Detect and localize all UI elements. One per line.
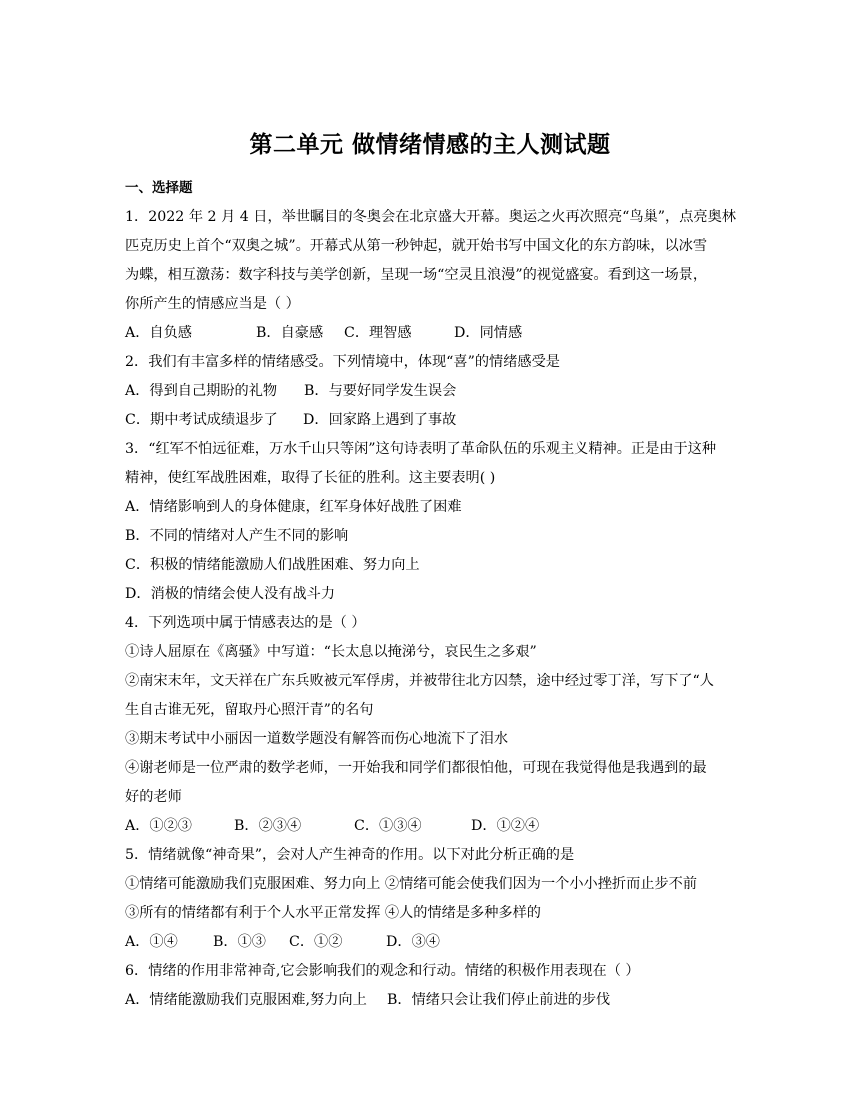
question-1-line: 你所产生的情感应当是（ ） [125, 296, 300, 312]
option-c: C．①② [289, 934, 343, 950]
question-1-line: 1．2022 年 2 月 4 日，举世瞩目的冬奥会在北京盛大开幕。奥运之火再次照亮“鸟巢”，点亮奥林 [125, 209, 736, 225]
option-b: B．不同的情绪对人产生不同的影响 [125, 528, 349, 544]
section-heading: 一、选择题 [125, 180, 193, 196]
option-a: A．得到自己期盼的礼物 [125, 383, 278, 399]
question-4-stem: 4．下列选项中属于情感表达的是（ ） [125, 615, 366, 631]
question-5-item: ③所有的情绪都有利于个人水平正常发挥 ④人的情绪是多种多样的 [125, 905, 541, 921]
question-4-item: ③期末考试中小丽因一道数学题没有解答而伤心地流下了泪水 [125, 731, 509, 747]
question-4-options [125, 816, 745, 836]
question-5-stem: 5．情绪就像“神奇果”，会对人产生神奇的作用。以下对此分析正确的是 [125, 847, 575, 863]
option-c: C．期中考试成绩退步了 [125, 412, 278, 428]
option-b: B．自豪感 [256, 325, 324, 341]
question-2-stem: 2．我们有丰富多样的情绪感受。下列情境中，体现“喜”的情绪感受是 [125, 354, 560, 370]
question-1-line: 匹克历史上首个“双奥之城”。开幕式从第一秒钟起，就开始书写中国文化的东方韵味，以冰雪 [125, 238, 708, 254]
option-b: B．②③④ [234, 818, 302, 834]
question-1-options [125, 323, 745, 343]
option-c: C．理智感 [344, 325, 412, 341]
option-a: A．情绪影响到人的身体健康，红军身体好战胜了困难 [125, 499, 462, 515]
option-d: D．③④ [386, 934, 440, 950]
question-5-options [125, 932, 745, 952]
option-d: D．①②④ [471, 818, 540, 834]
question-2-options [125, 410, 745, 430]
option-d: D．同情感 [454, 325, 523, 341]
question-1-line: 为蝶，相互激荡：数字科技与美学创新，呈现一场“空灵且浪漫”的视觉盛宴。看到这一场景， [125, 267, 708, 283]
question-4-item: 好的老师 [125, 789, 182, 805]
question-3-line: 精神，使红军战胜困难，取得了长征的胜利。这主要表明( ) [125, 470, 496, 486]
question-6-stem: 6．情绪的作用非常神奇,它会影响我们的观念和行动。情绪的积极作用表现在（ ） [125, 963, 640, 979]
option-b: B．与要好同学发生误会 [304, 383, 457, 399]
question-3-line: 3．“红军不怕远征难，万水千山只等闲”这句诗表明了革命队伍的乐观主义精神。正是由于这种 [125, 441, 717, 457]
option-d: D．回家路上遇到了事故 [303, 412, 457, 428]
question-2-options [125, 381, 745, 401]
question-4-item: 生自古谁无死，留取丹心照汗青”的名句 [125, 702, 374, 718]
question-4-item: ①诗人屈原在《离骚》中写道：“长太息以掩涕兮，哀民生之多艰” [125, 644, 537, 660]
option-c: C．①③④ [354, 818, 422, 834]
option-a: A．情绪能激励我们克服困难,努力向上 [125, 992, 367, 1008]
option-a: A．自负感 [125, 325, 192, 341]
page-title: 第二单元 做情绪情感的主人测试题 [249, 132, 611, 158]
question-4-item: ④谢老师是一位严肃的数学老师，一开始我和同学们都很怕他，可现在我觉得他是我遇到的最 [125, 760, 707, 776]
option-a: A．①④ [125, 934, 178, 950]
option-b: B．情绪只会让我们停止前进的步伐 [387, 992, 611, 1008]
option-a: A．①②③ [125, 818, 192, 834]
option-d: D．消极的情绪会使人没有战斗力 [125, 586, 336, 602]
question-4-item: ②南宋末年，文天祥在广东兵败被元军俘虏，并被带往北方囚禁，途中经过零丁洋，写下了“人 [125, 673, 714, 689]
option-b: B．①③ [213, 934, 266, 950]
question-6-options [125, 990, 745, 1010]
question-5-item: ①情绪可能激励我们克服困难、努力向上 ②情绪可能会使我们因为一个小小挫折而止步不前 [125, 876, 698, 892]
option-c: C．积极的情绪能激励人们战胜困难、努力向上 [125, 557, 420, 573]
